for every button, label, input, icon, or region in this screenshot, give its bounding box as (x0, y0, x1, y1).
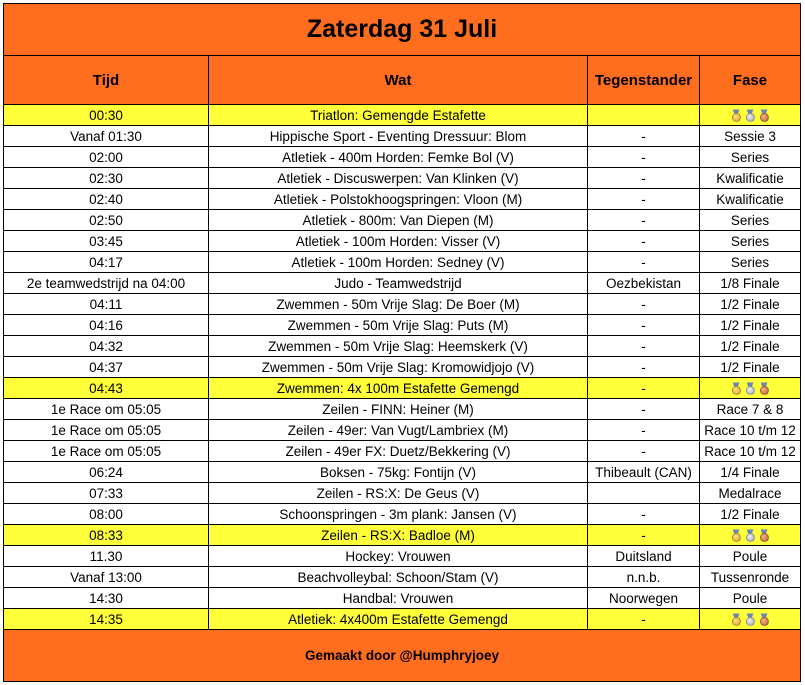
medal-icons (731, 382, 770, 395)
cell-wat: Atletiek - 100m Horden: Visser (V) (209, 231, 588, 252)
cell-tijd: 06:24 (4, 462, 209, 483)
medal-icons (731, 613, 770, 626)
table-row (4, 441, 801, 462)
cell-fase: 1/2 Finale (700, 294, 801, 315)
cell-tijd: 1e Race om 05:05 (4, 399, 209, 420)
table-row (4, 189, 801, 210)
table-row (4, 609, 801, 630)
cell-tegenstander: - (588, 189, 700, 210)
cell-tijd: 2e teamwedstrijd na 04:00 (4, 273, 209, 294)
cell-tegenstander: - (588, 357, 700, 378)
cell-wat: Zwemmen: 4x 100m Estafette Gemengd (209, 378, 588, 399)
cell-tegenstander: - (588, 126, 700, 147)
table-row (4, 273, 801, 294)
cell-tijd: Vanaf 13:00 (4, 567, 209, 588)
cell-fase: 1/8 Finale (700, 273, 801, 294)
cell-wat: Atletiek - Polstokhoogspringen: Vloon (M) (209, 189, 588, 210)
table-row (4, 294, 801, 315)
cell-tegenstander: - (588, 504, 700, 525)
cell-wat: Beachvolleybal: Schoon/Stam (V) (209, 567, 588, 588)
cell-tegenstander: - (588, 147, 700, 168)
table-row (4, 252, 801, 273)
cell-wat: Zeilen - 49er FX: Duetz/Bekkering (V) (209, 441, 588, 462)
gold-medal-icon (731, 382, 742, 395)
table-row (4, 147, 801, 168)
cell-tijd: 1e Race om 05:05 (4, 420, 209, 441)
table-row (4, 504, 801, 525)
table-row (4, 231, 801, 252)
gold-medal-icon (731, 529, 742, 542)
cell-wat: Zeilen - FINN: Heiner (M) (209, 399, 588, 420)
cell-tegenstander: Noorwegen (588, 588, 700, 609)
cell-wat: Handbal: Vrouwen (209, 588, 588, 609)
table-row (4, 525, 801, 546)
silver-medal-icon (745, 529, 756, 542)
cell-fase: Medalrace (700, 483, 801, 504)
cell-wat: Zwemmen - 50m Vrije Slag: Kromowidjojo (V) (209, 357, 588, 378)
table-row (4, 588, 801, 609)
cell-fase: Series (700, 231, 801, 252)
cell-wat: Hockey: Vrouwen (209, 546, 588, 567)
cell-wat: Judo - Teamwedstrijd (209, 273, 588, 294)
cell-tijd: 04:43 (4, 378, 209, 399)
cell-wat: Zeilen - 49er: Van Vugt/Lambriex (M) (209, 420, 588, 441)
cell-fase: Sessie 3 (700, 126, 801, 147)
cell-tijd: 08:00 (4, 504, 209, 525)
cell-tegenstander: - (588, 231, 700, 252)
cell-wat: Zeilen - RS:X: De Geus (V) (209, 483, 588, 504)
cell-tijd: 04:11 (4, 294, 209, 315)
cell-tijd: 02:30 (4, 168, 209, 189)
cell-tegenstander: - (588, 294, 700, 315)
cell-tijd: 03:45 (4, 231, 209, 252)
cell-wat: Hippische Sport - Eventing Dressuur: Blom (209, 126, 588, 147)
cell-tegenstander: - (588, 420, 700, 441)
table-row (4, 567, 801, 588)
table-row (4, 168, 801, 189)
cell-wat: Atletiek - 400m Horden: Femke Bol (V) (209, 147, 588, 168)
silver-medal-icon (745, 613, 756, 626)
table-row (4, 336, 801, 357)
cell-tegenstander: n.n.b. (588, 567, 700, 588)
cell-wat: Zwemmen - 50m Vrije Slag: Puts (M) (209, 315, 588, 336)
cell-fase: Series (700, 210, 801, 231)
cell-tegenstander (588, 483, 700, 504)
table-row (4, 399, 801, 420)
cell-tegenstander: - (588, 609, 700, 630)
cell-fase (700, 378, 801, 399)
table-row (4, 315, 801, 336)
column-header-tijd: Tijd (4, 56, 209, 105)
cell-tijd: Vanaf 01:30 (4, 126, 209, 147)
table-row (4, 105, 801, 126)
cell-fase: Race 10 t/m 12 (700, 420, 801, 441)
cell-tegenstander: - (588, 399, 700, 420)
cell-fase: Series (700, 147, 801, 168)
cell-tegenstander: Duitsland (588, 546, 700, 567)
column-header-fase: Fase (700, 56, 801, 105)
cell-tegenstander: - (588, 315, 700, 336)
cell-wat: Atletiek - Discuswerpen: Van Klinken (V) (209, 168, 588, 189)
table-row (4, 126, 801, 147)
bronze-medal-icon (759, 109, 770, 122)
cell-tijd: 02:50 (4, 210, 209, 231)
page-title: Zaterdag 31 Juli (4, 4, 801, 56)
cell-fase: 1/2 Finale (700, 336, 801, 357)
cell-fase: Poule (700, 588, 801, 609)
cell-tegenstander: - (588, 441, 700, 462)
table-row (4, 546, 801, 567)
cell-tijd: 00:30 (4, 105, 209, 126)
silver-medal-icon (745, 109, 756, 122)
cell-tegenstander: Oezbekistan (588, 273, 700, 294)
cell-wat: Boksen - 75kg: Fontijn (V) (209, 462, 588, 483)
cell-wat: Atletiek: 4x400m Estafette Gemengd (209, 609, 588, 630)
cell-wat: Zwemmen - 50m Vrije Slag: Heemskerk (V) (209, 336, 588, 357)
cell-fase (700, 525, 801, 546)
cell-fase: Race 10 t/m 12 (700, 441, 801, 462)
cell-fase (700, 105, 801, 126)
cell-wat: Zwemmen - 50m Vrije Slag: De Boer (M) (209, 294, 588, 315)
cell-tegenstander: - (588, 336, 700, 357)
table-row (4, 483, 801, 504)
table-row (4, 462, 801, 483)
cell-fase: Series (700, 252, 801, 273)
cell-tegenstander (588, 105, 700, 126)
cell-tijd: 08:33 (4, 525, 209, 546)
cell-wat: Triatlon: Gemengde Estafette (209, 105, 588, 126)
cell-wat: Zeilen - RS:X: Badloe (M) (209, 525, 588, 546)
cell-fase: 1/2 Finale (700, 504, 801, 525)
schedule-table (3, 3, 801, 682)
bronze-medal-icon (759, 382, 770, 395)
bronze-medal-icon (759, 613, 770, 626)
footer-credit: Gemaakt door @Humphryjoey (4, 630, 801, 682)
cell-tegenstander: - (588, 525, 700, 546)
table-row (4, 210, 801, 231)
cell-tegenstander: - (588, 210, 700, 231)
cell-wat: Schoonspringen - 3m plank: Jansen (V) (209, 504, 588, 525)
table-row (4, 420, 801, 441)
cell-tijd: 14:30 (4, 588, 209, 609)
cell-wat: Atletiek - 100m Horden: Sedney (V) (209, 252, 588, 273)
cell-tijd: 04:16 (4, 315, 209, 336)
gold-medal-icon (731, 613, 742, 626)
cell-fase: 1/2 Finale (700, 357, 801, 378)
medal-icons (731, 109, 770, 122)
cell-fase (700, 609, 801, 630)
column-header-row (4, 56, 801, 105)
cell-tijd: 04:17 (4, 252, 209, 273)
silver-medal-icon (745, 382, 756, 395)
cell-fase: Tussenronde (700, 567, 801, 588)
schedule-sheet (3, 3, 800, 682)
medal-icons (731, 529, 770, 542)
cell-tijd: 1e Race om 05:05 (4, 441, 209, 462)
cell-fase: 1/2 Finale (700, 315, 801, 336)
cell-tegenstander: Thibeault (CAN) (588, 462, 700, 483)
cell-tijd: 02:00 (4, 147, 209, 168)
cell-tijd: 04:37 (4, 357, 209, 378)
schedule-rows (4, 105, 801, 630)
cell-tegenstander: - (588, 252, 700, 273)
cell-tijd: 07:33 (4, 483, 209, 504)
cell-tijd: 02:40 (4, 189, 209, 210)
table-row (4, 378, 801, 399)
cell-fase: Poule (700, 546, 801, 567)
cell-fase: Kwalificatie (700, 189, 801, 210)
cell-tegenstander: - (588, 378, 700, 399)
column-header-wat: Wat (209, 56, 588, 105)
cell-wat: Atletiek - 800m: Van Diepen (M) (209, 210, 588, 231)
cell-tijd: 14:35 (4, 609, 209, 630)
cell-fase: 1/4 Finale (700, 462, 801, 483)
table-row (4, 357, 801, 378)
cell-tijd: 11.30 (4, 546, 209, 567)
cell-fase: Kwalificatie (700, 168, 801, 189)
bronze-medal-icon (759, 529, 770, 542)
cell-tijd: 04:32 (4, 336, 209, 357)
column-header-tegenstander: Tegenstander (588, 56, 700, 105)
gold-medal-icon (731, 109, 742, 122)
cell-fase: Race 7 & 8 (700, 399, 801, 420)
cell-tegenstander: - (588, 168, 700, 189)
